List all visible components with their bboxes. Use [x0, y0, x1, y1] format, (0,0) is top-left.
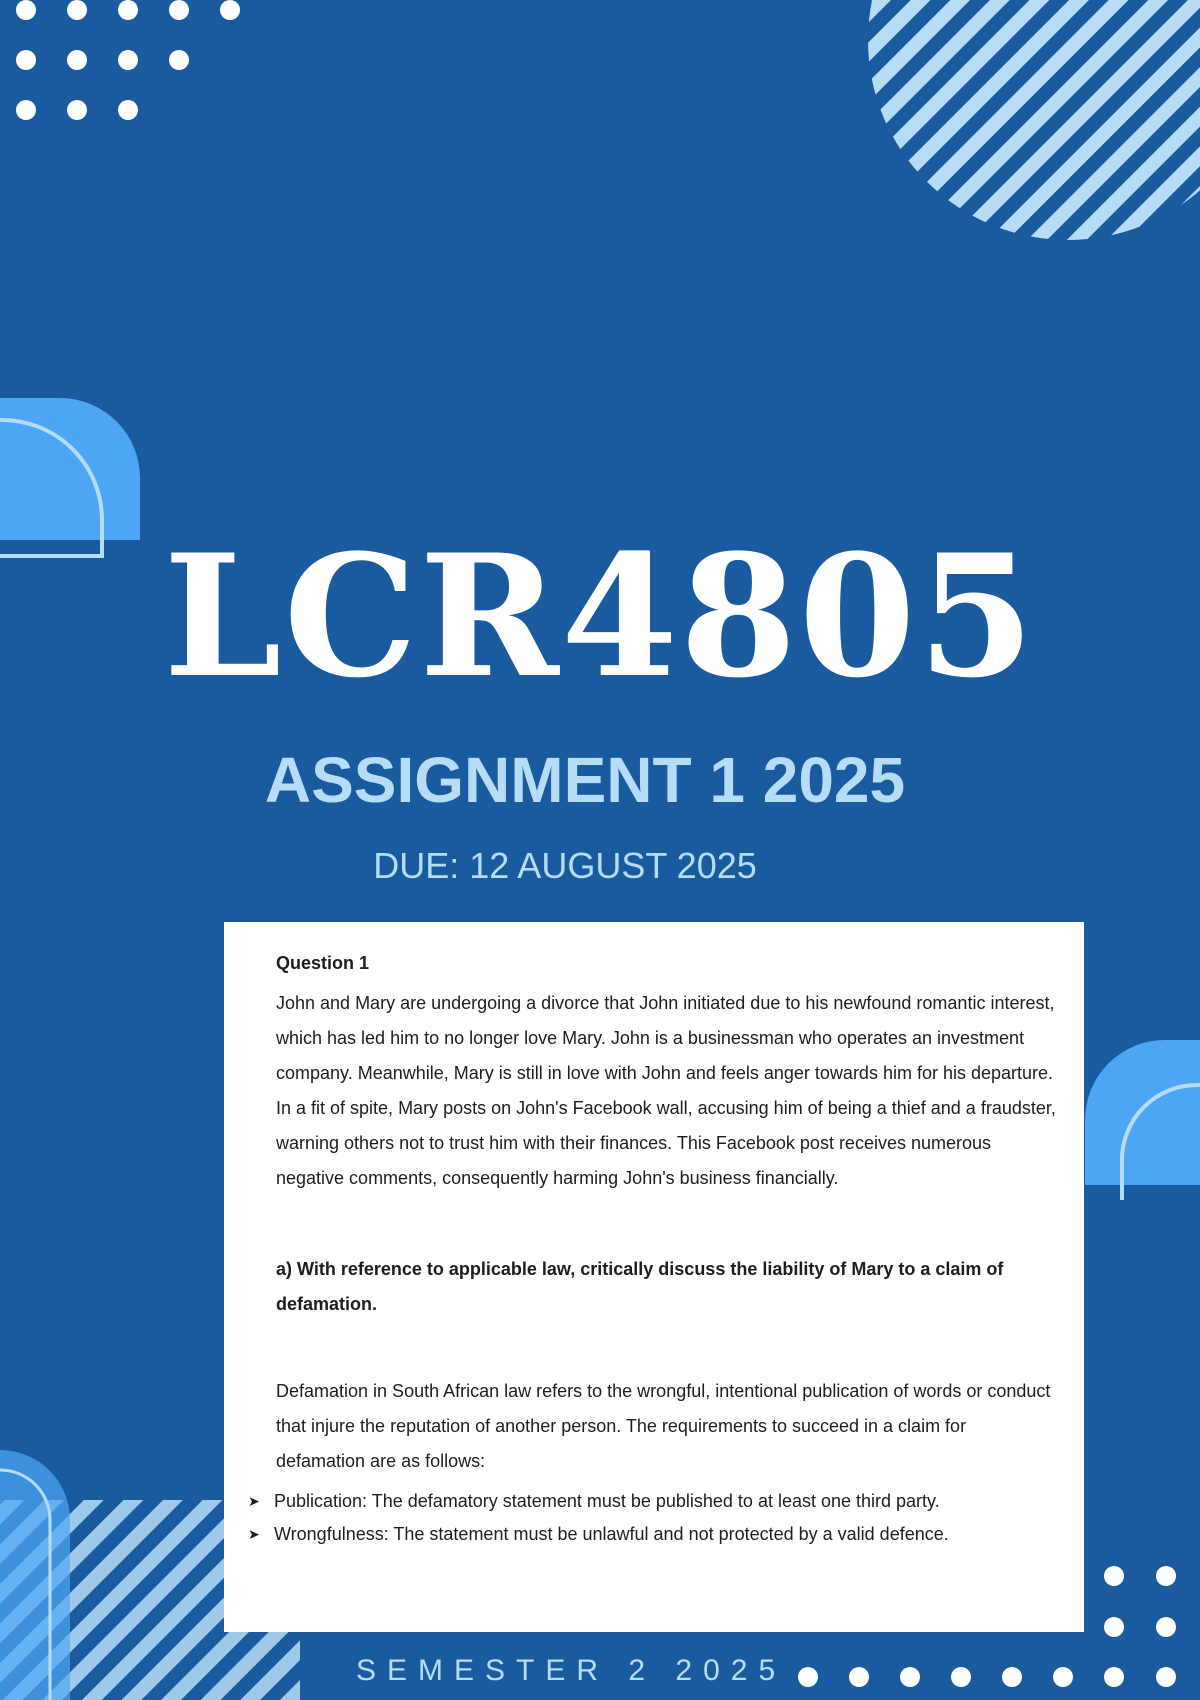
- document-excerpt: [224, 922, 1084, 1632]
- question-part-a: a) With reference to applicable law, critically discuss the liability of Mary to a claim of defamation.: [276, 1259, 1004, 1314]
- striped-circle-icon: [840, 0, 1200, 260]
- list-item: [248, 1518, 1056, 1551]
- quarter-arch-icon: [0, 1450, 70, 1700]
- answer-intro: Defamation in South African law refers to the wrongful, intentional publication of words or conduct that injure the reputation of another person. The requirements to succeed in a claim for defamation are as follows:: [276, 1381, 1051, 1471]
- assignment-title: ASSIGNMENT 1 2025: [264, 744, 906, 816]
- semester-label: SEMESTER 2 2025: [356, 1654, 787, 1687]
- course-code-title: LCR4805: [163, 517, 1037, 715]
- requirements-list: [248, 1485, 1056, 1551]
- requirement-text: Wrongfulness: The statement must be unlawful and not protected by a valid defence.: [274, 1524, 949, 1544]
- list-item: [248, 1485, 1056, 1518]
- requirement-text: Publication: The defamatory statement must be published to at least one third party.: [274, 1491, 940, 1511]
- dot-grid-icon: [16, 0, 240, 120]
- due-date: DUE: 12 AUGUST 2025: [373, 845, 757, 886]
- quarter-arch-icon: [1085, 1040, 1200, 1200]
- arrow-bullet-icon: ➤: [248, 1493, 260, 1509]
- question-title: Question 1: [276, 953, 370, 973]
- question-scenario: John and Mary are undergoing a divorce that John initiated due to his newfound romantic interest, which has led him to no longer love Mary. John is a businessman who operates an investment company. Meanwhile, Mary is still in love with John and feels anger towards him for his departure. In a fit of spite, Mary posts on John's Facebook wall, accusing him of being a thief and a fraudster, warning others not to trust him with their finances. This Facebook post receives numerous negative comments, consequently harming John's business financially.: [276, 993, 1056, 1188]
- arrow-bullet-icon: ➤: [248, 1526, 260, 1542]
